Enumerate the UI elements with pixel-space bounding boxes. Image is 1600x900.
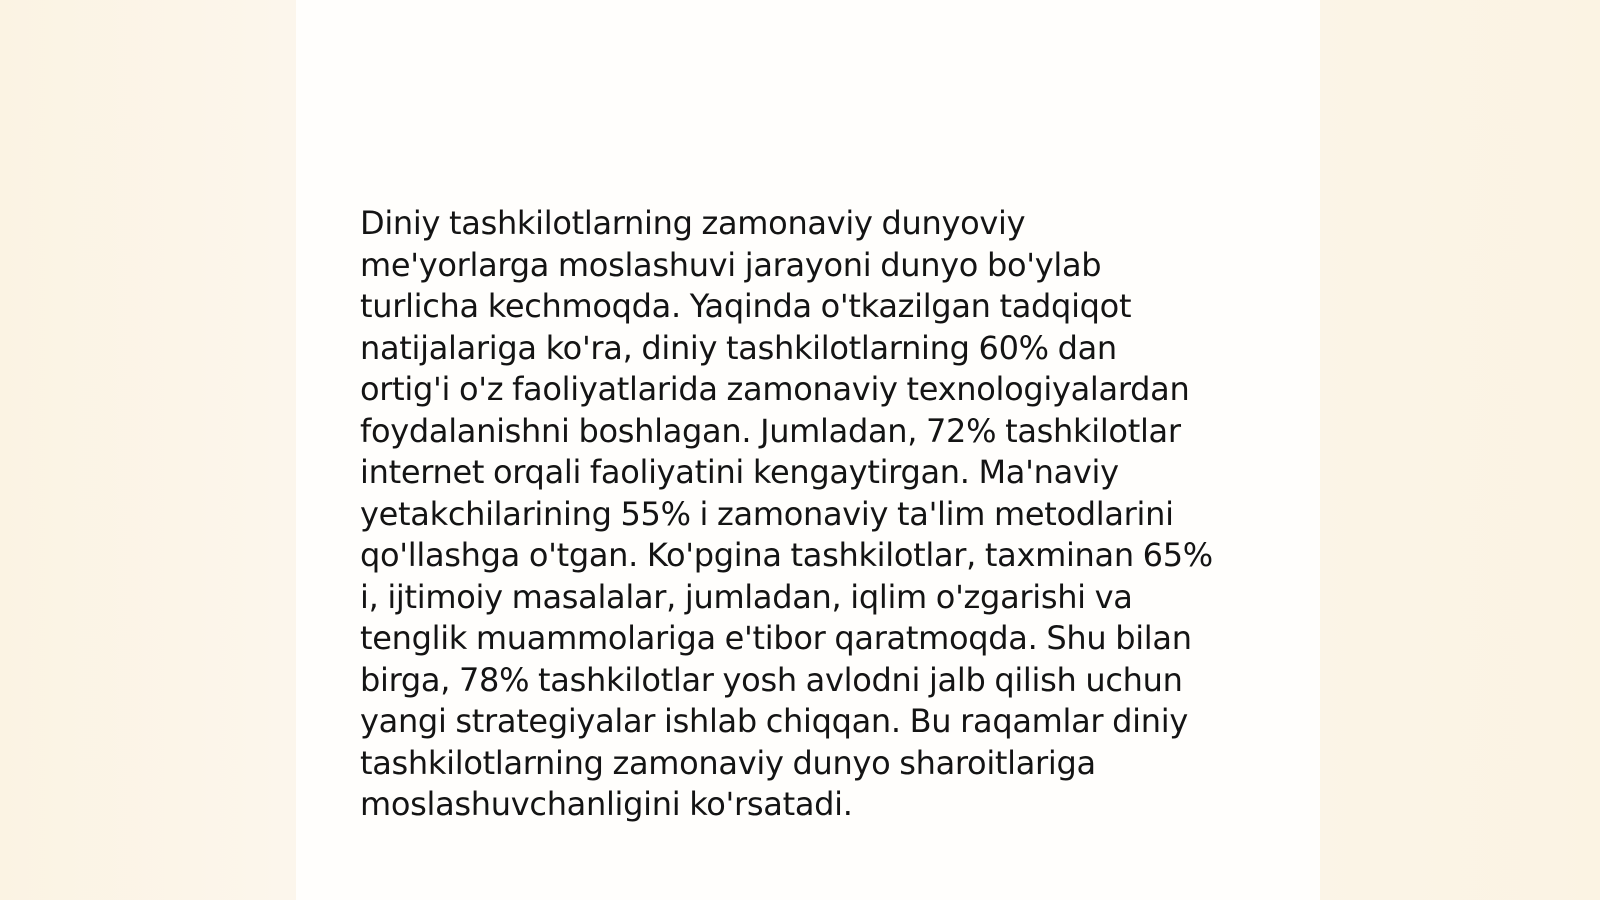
paragraph-line: qo'llashga o'tgan. Ko'pgina tashkilotlar, taxminan 65% (360, 536, 1213, 574)
paragraph-line: ortig'i o'z faoliyatlarida zamonaviy texnologiyalardan (360, 370, 1190, 408)
paragraph-line: internet orqali faoliyatini kengaytirgan. Ma'naviy (360, 453, 1119, 491)
paragraph-line: turlicha kechmoqda. Yaqinda o'tkazilgan tadqiqot (360, 287, 1132, 325)
paragraph-line: Diniy tashkilotlarning zamonaviy dunyoviy (360, 204, 1026, 242)
document-page (296, 0, 1320, 900)
body-paragraph (360, 203, 1250, 826)
paragraph-line: moslashuvchanligini ko'rsatadi. (360, 785, 853, 823)
paragraph-line: me'yorlarga moslashuvi jarayoni dunyo bo'ylab (360, 245, 1102, 284)
paragraph-line: yangi strategiyalar ishlab chiqqan. Bu raqamlar diniy (360, 702, 1188, 740)
paragraph-line: birga, 78% tashkilotlar yosh avlodni jalb qilish uchun (360, 660, 1183, 699)
paragraph-line: natijalariga ko'ra, diniy tashkilotlarning 60% dan (360, 328, 1117, 367)
paragraph-line: foydalanishni boshlagan. Jumladan, 72% tashkilotlar (360, 411, 1181, 450)
paragraph-line: tenglik muammolariga e'tibor qaratmoqda. Shu bilan (360, 619, 1192, 657)
paragraph-line: tashkilotlarning zamonaviy dunyo sharoitlariga (360, 743, 1096, 782)
paragraph-line: i, ijtimoiy masalalar, jumladan, iqlim o'zgarishi va (360, 577, 1133, 616)
paragraph-line: yetakchilarining 55% i zamonaviy ta'lim metodlarini (360, 494, 1174, 533)
